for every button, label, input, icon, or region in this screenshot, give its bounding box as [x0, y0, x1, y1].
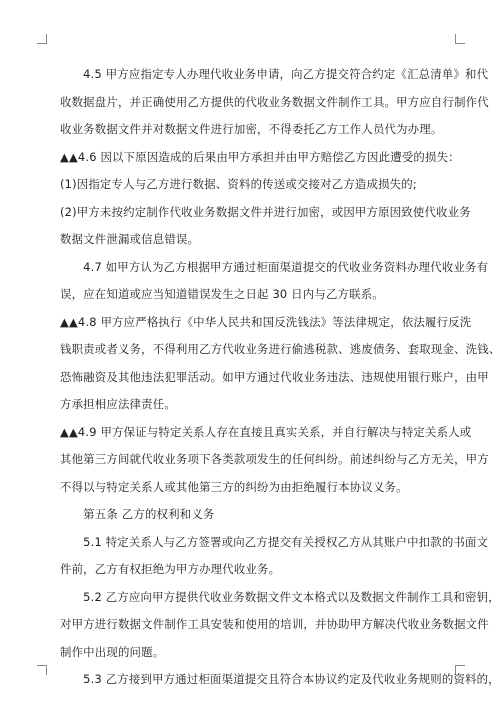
section-heading: 第五条 乙方的权利和义务: [60, 507, 215, 521]
text-line: 钱职责或者义务，不得利用乙方代收业务进行偷逃税款、逃废债务、套取现金、洗钱、: [60, 342, 500, 356]
crop-mark-top-left: [37, 34, 47, 44]
text-line: 不得以与特定关系人或其他第三方的纠纷为由拒绝履行本协议义务。: [60, 480, 408, 494]
text-line: 方承担相应法律责任。: [60, 397, 176, 411]
text-line: 5.3 乙方接到甲方通过柜面渠道提交且符合本协议约定及代收业务规则的资料的，: [60, 672, 500, 686]
text-line: 4.7 如甲方认为乙方根据甲方通过柜面渠道提交的代收业务资料办理代收业务有: [60, 260, 489, 274]
text-line: 其他第三方间就代收业务项下各类款项发生的任何纠纷。前述纠纷与乙方无关，甲方: [60, 452, 489, 466]
crop-mark-bottom-left: [37, 665, 47, 675]
text-line: ▲▲4.8 甲方应严格执行《中华人民共和国反洗钱法》等法律规定，依法履行反洗: [60, 315, 472, 329]
text-line: (1)因指定专人与乙方进行数据、资料的传送或交接对乙方造成损失的;: [60, 177, 417, 191]
text-line: 制作中出现的问题。: [60, 645, 165, 659]
text-line: 收业务数据文件并对数据文件进行加密，不得委托乙方工作人员代为办理。: [60, 122, 443, 136]
text-line: ▲▲4.6 因以下原因造成的后果由甲方承担并由甲方赔偿乙方因此遭受的损失：: [60, 150, 460, 164]
text-line: (2)甲方未按约定制作代收业务数据文件并进行加密，或因甲方原因致使代收业务: [60, 205, 471, 219]
text-line: 对甲方进行数据文件制作工具安装和使用的培训，并协助甲方解决代收业务数据文件: [60, 617, 489, 631]
crop-mark-top-right: [455, 34, 465, 44]
text-line: 5.1 特定关系人与乙方签署或向乙方提交有关授权乙方从其账户中扣款的书面文: [60, 535, 489, 549]
text-line: ▲▲4.9 甲方保证与特定关系人存在直接且真实关系，并自行解决与特定关系人或: [60, 425, 472, 439]
text-line: 数据文件泄漏或信息错误。: [60, 232, 200, 246]
text-line: 5.2 乙方应向甲方提供代收业务数据文件文本格式以及数据文件制作工具和密钥，: [60, 590, 500, 604]
text-line: 4.5 甲方应指定专人办理代收业务申请，向乙方提交符合约定《汇总清单》和代: [60, 67, 489, 81]
text-line: 恐怖融资及其他违法犯罪活动。如甲方通过代收业务违法、违规使用银行账户，由甲: [60, 370, 489, 384]
text-line: 收数据盘片，并正确使用乙方提供的代收业务数据文件制作工具。甲方应自行制作代: [60, 95, 489, 109]
text-line: 误，应在知道或应当知道错误发生之日起 30 日内与乙方联系。: [60, 287, 384, 301]
text-line: 件前，乙方有权拒绝为甲方办理代收业务。: [60, 562, 281, 576]
